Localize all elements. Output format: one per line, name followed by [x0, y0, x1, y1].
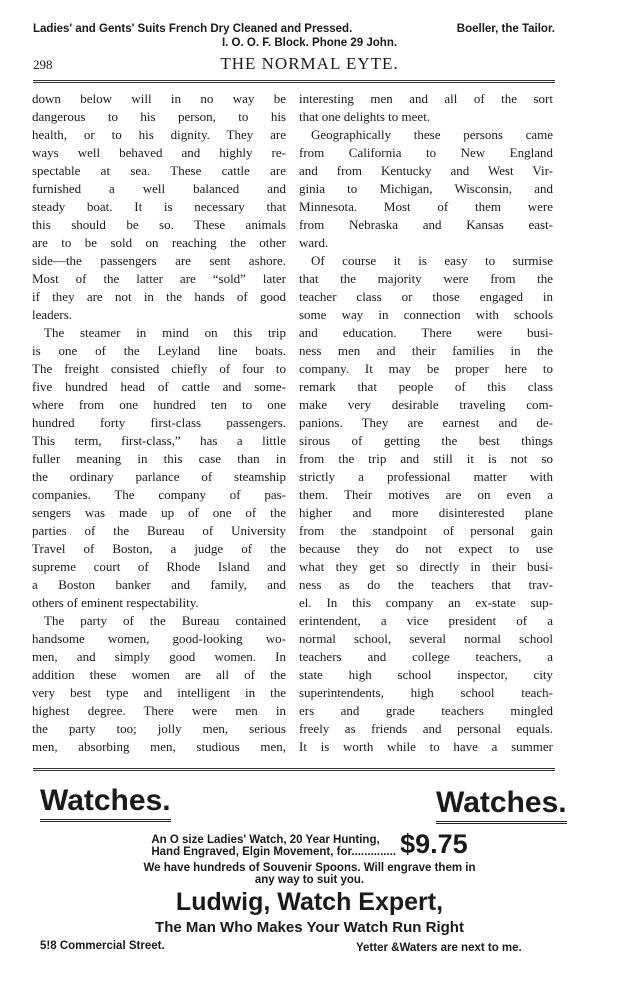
- text-line: Geographically these persons came: [311, 127, 553, 142]
- text-line: state high school inspector, city: [299, 667, 553, 682]
- text-line: men, and simply good women. In: [32, 649, 286, 664]
- text-line: The freight consisted chiefly of four to: [32, 361, 286, 376]
- text-line: teacher class or those engaged in: [299, 289, 553, 304]
- text-line: the ordinary parlance of steamship: [32, 469, 286, 484]
- text-line: interesting men and all of the sort: [299, 91, 553, 106]
- text-line: addition these women are all of the: [32, 667, 286, 682]
- text-line: remark that people of this class: [299, 379, 553, 394]
- header-ad-right: Boeller, the Tailor.: [456, 23, 555, 35]
- text-line: Travel of Boston, a judge of the: [32, 541, 286, 556]
- text-line: some way in connection with schools: [299, 307, 553, 322]
- ad-heading-left: Watches.: [40, 784, 171, 822]
- ad-neighbor: Yetter &Waters are next to me.: [356, 942, 522, 954]
- text-line: spectable at sea. These cattle are: [32, 163, 286, 178]
- text-line: side—the passengers are sent ashore.: [32, 253, 286, 268]
- column-left: [32, 90, 286, 756]
- text-line: that one delights to meet.: [299, 109, 431, 124]
- text-line: furnished a well balanced and: [32, 181, 286, 196]
- ad-motto: The Man Who Makes Your Watch Run Right: [155, 919, 464, 936]
- column-right: [299, 90, 553, 756]
- text-line: parties of the Bureau of University: [32, 523, 286, 538]
- ad-spoons: [0, 862, 619, 886]
- text-line: what they get so directly in their busi-: [299, 559, 553, 574]
- text-line: ness as do the teachers that trav-: [299, 577, 553, 592]
- text-line: Of course it is easy to surmise: [311, 253, 553, 268]
- header-advert: [33, 23, 555, 35]
- ad-address: 5!8 Commercial Street.: [40, 940, 165, 952]
- header-ad-left: Ladies' and Gents' Suits French Dry Cleaned and Pressed.: [33, 23, 353, 35]
- text-line: el. In this company an ex-state sup-: [299, 595, 553, 610]
- text-line: ways well behaved and highly re-: [32, 145, 286, 160]
- text-line: fuller meaning in this case than in: [32, 451, 286, 466]
- text-line: It is worth while to have a summer: [299, 739, 553, 754]
- text-line: strictly a professional matter with: [299, 469, 553, 484]
- ad-offer-line2: Hand Engraved, Elgin Movement, for..............: [151, 846, 397, 858]
- text-line: ness men and their families in the: [299, 343, 553, 358]
- text-line: make very desirable traveling com-: [299, 397, 553, 412]
- text-line: erintendent, a vice president of a: [299, 613, 553, 628]
- text-line: steady boat. It is necessary that: [32, 199, 286, 214]
- text-line: The party of the Bureau contained: [44, 613, 286, 628]
- ad-price: $9.75: [400, 829, 468, 859]
- text-line: panions. They are earnest and de-: [299, 415, 553, 430]
- text-line: that the majority were from the: [299, 271, 553, 286]
- text-line: from Nebraska and Kansas east-: [299, 217, 553, 232]
- text-line: hundred forty first-class passengers.: [32, 415, 286, 430]
- text-line: men, absorbing men, studious men,: [32, 739, 286, 754]
- ad-offer: [151, 834, 396, 858]
- text-line: from California to New England: [299, 145, 553, 160]
- text-line: a Boston banker and family, and: [32, 577, 286, 592]
- text-line: highest degree. There were men in: [32, 703, 286, 718]
- text-line: and from Kentucky and West Vir-: [299, 163, 553, 178]
- text-line: freely as friends and personal equals.: [299, 721, 553, 736]
- text-line: sirous of getting the best things: [299, 433, 553, 448]
- text-line: supreme court of Rhode Island and: [32, 559, 286, 574]
- text-line: very best type and intelligent in the: [32, 685, 286, 700]
- text-line: The steamer in mind on this trip: [44, 325, 286, 340]
- text-line: health, or to his dignity. They are: [32, 127, 286, 142]
- text-line: from the standpoint of personal gain: [299, 523, 553, 538]
- header-rule: [33, 80, 555, 83]
- text-line: are to be sold on reaching the other: [32, 235, 286, 250]
- page-title: THE NORMAL EYTE.: [220, 54, 399, 73]
- text-line: ers and grade teachers mingled: [299, 703, 553, 718]
- text-line: This term, first-class,” has a little: [32, 433, 286, 448]
- ad-spoons-line1: We have hundreds of Souvenir Spoons. Will engrave them in: [143, 862, 476, 874]
- text-line: dangerous to his person, to his: [32, 109, 286, 124]
- text-line: handsome women, good-looking wo-: [32, 631, 286, 646]
- text-line: is one of the Leyland line boats.: [32, 343, 286, 358]
- text-line: leaders.: [32, 307, 73, 322]
- ad-heading-right: Watches.: [436, 786, 567, 824]
- text-line: and education. There were busi-: [299, 325, 553, 340]
- text-line: companies. The company of pas-: [32, 487, 286, 502]
- text-line: from the trip and still it is not so: [299, 451, 553, 466]
- ad-business-name: Ludwig, Watch Expert,: [175, 888, 444, 916]
- text-line: company. It may be proper here to: [299, 361, 553, 376]
- text-line: because they do not expect to use: [299, 541, 553, 556]
- text-line: sengers was made up of one of the: [32, 505, 286, 520]
- ad-spoons-line2: any way to suit you.: [254, 874, 365, 886]
- header-ad-line2: I. O. O. F. Block. Phone 29 John.: [221, 37, 398, 49]
- text-line: down below will in no way be: [32, 91, 286, 106]
- footer-rule: [33, 768, 555, 771]
- text-line: where from one hundred ten to one: [32, 397, 286, 412]
- ad-offer-row: [0, 830, 619, 858]
- text-line: ward.: [299, 235, 329, 250]
- text-line: superintendents, high school teach-: [299, 685, 553, 700]
- text-line: normal school, several normal school: [299, 631, 553, 646]
- text-line: teachers and college teachers, a: [299, 649, 553, 664]
- page-number: 298: [33, 57, 53, 72]
- text-line: five hundred head of cattle and some-: [32, 379, 286, 394]
- ad-offer-line1: An O size Ladies' Watch, 20 Year Hunting,: [151, 834, 380, 846]
- text-line: this should be so. These animals: [32, 217, 286, 232]
- text-line: if they are not in the hands of good: [32, 289, 286, 304]
- text-line: Minnesota. Most of them were: [299, 199, 553, 214]
- text-line: others of eminent respectability.: [32, 595, 199, 610]
- text-line: the party too; jolly men, serious: [32, 721, 286, 736]
- text-line: higher and more disinterested plane: [299, 505, 553, 520]
- text-line: Most of the latter are “sold” later: [32, 271, 286, 286]
- text-line: ginia to Michigan, Wisconsin, and: [299, 181, 553, 196]
- text-line: them. Their motives are on even a: [299, 487, 553, 502]
